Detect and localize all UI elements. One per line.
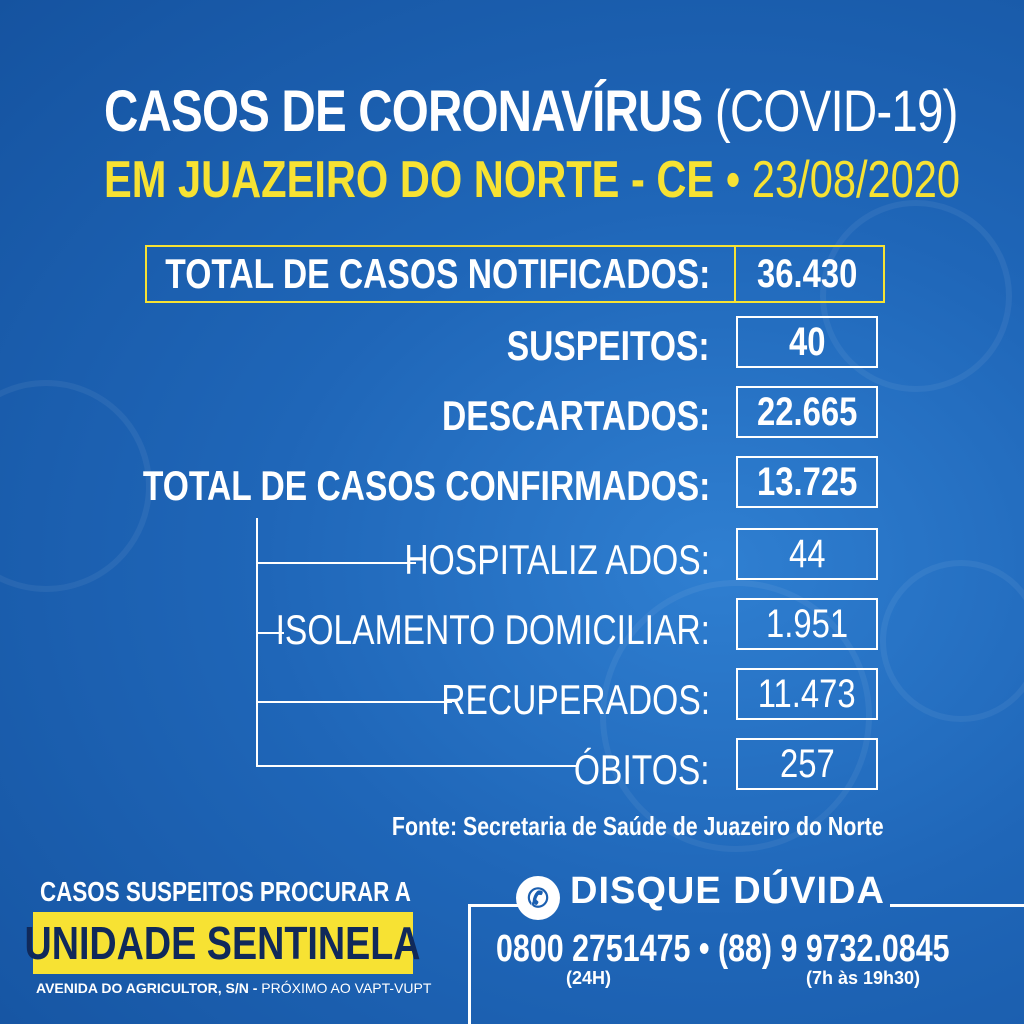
virus-decoration (880, 560, 1024, 722)
hospitalizados-label: HOSPITALIZ ADOS: (404, 536, 710, 583)
suspeitos-value: 40 (788, 319, 826, 364)
tree-branch-obitos (256, 765, 576, 767)
notificados-value-box (736, 248, 878, 300)
recuperados-value-box (736, 668, 878, 720)
recuperados-value: 11.473 (758, 671, 856, 716)
hotline-phones: 0800 2751475 • (88) 9 9732.0845 (496, 928, 950, 970)
confirmados-value-box (736, 456, 878, 508)
isolamento-value: 1.951 (765, 601, 849, 646)
isolamento-label: ISOLAMENTO DOMICILIAR: (275, 606, 710, 653)
tree-branch-recuperados (256, 701, 452, 703)
notificados-label: TOTAL DE CASOS NOTIFICADOS: (164, 250, 710, 297)
hospitalizados-value: 44 (788, 531, 826, 576)
notificados-value: 36.430 (756, 251, 858, 296)
address-light: PRÓXIMO AO VAPT-VUPT (257, 980, 432, 996)
tree-vertical-line (256, 518, 258, 766)
source-note: Fonte: Secretaria de Saúde de Juazeiro do Norte (392, 811, 884, 841)
virus-decoration (0, 380, 152, 592)
confirmados-value: 13.725 (756, 459, 858, 504)
sentinel-unit: UNIDADE SENTINELA (24, 917, 422, 969)
hotline-note-hours: (7h às 19h30) (806, 968, 921, 988)
hotline-frame-left (468, 904, 471, 1024)
hospitalizados-value-box (736, 528, 878, 580)
tree-branch-hospitalizados (256, 562, 416, 564)
recuperados-label: RECUPERADOS: (441, 676, 710, 723)
sentinel-unit-box (24, 912, 422, 974)
descartados-value: 22.665 (756, 389, 858, 434)
date: • 23/08/2020 (725, 151, 961, 209)
descartados-value-box (736, 386, 878, 438)
title-paren: (COVID-19) (714, 79, 958, 144)
hotline-note-24h: (24H) (566, 968, 612, 988)
isolamento-value-box (736, 598, 878, 650)
title-main: CASOS DE CORONAVÍRUS (104, 79, 703, 144)
sentinel-address (36, 980, 431, 996)
address-bold: AVENIDA DO AGRICULTOR, S/N - (36, 980, 258, 996)
location: EM JUAZEIRO DO NORTE - CE (104, 151, 715, 209)
hotline-frame-top-right (890, 904, 1024, 907)
obitos-label: ÓBITOS: (574, 746, 710, 793)
obitos-value-box (736, 738, 878, 790)
suspeitos-label: SUSPEITOS: (507, 322, 710, 369)
page-title (104, 78, 958, 145)
suspeitos-value-box (736, 316, 878, 368)
hotline-title: DISQUE DÚVIDA (570, 870, 885, 912)
obitos-value: 257 (779, 741, 835, 786)
sentinel-title: CASOS SUSPEITOS PROCURAR A (40, 876, 411, 907)
phone-icon: ✆ (516, 876, 560, 920)
confirmados-label: TOTAL DE CASOS CONFIRMADOS: (142, 462, 710, 509)
page-subtitle (104, 150, 960, 210)
descartados-label: DESCARTADOS: (441, 392, 710, 439)
